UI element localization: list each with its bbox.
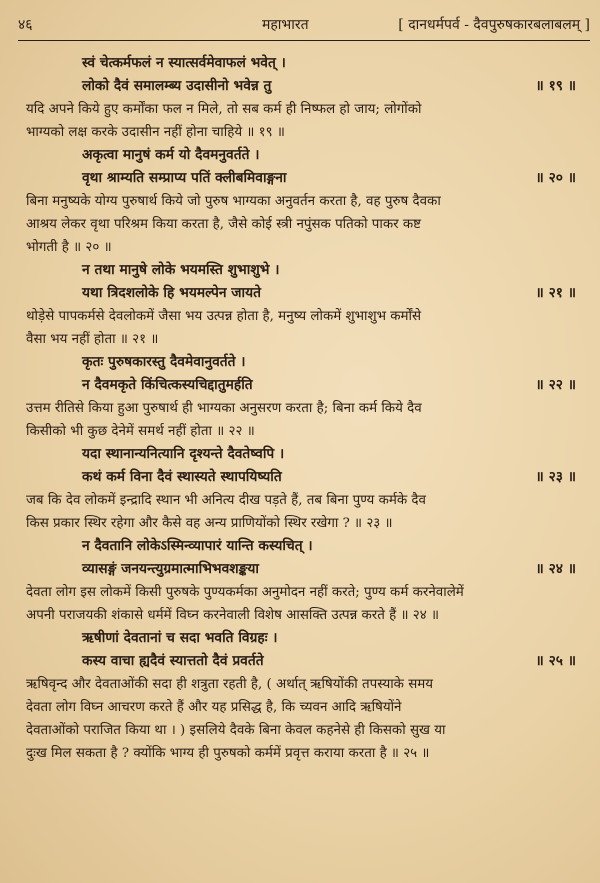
verse-text: न दैवतानि लोकेऽस्मिन्व्यापारं यान्ति कस्यचित् । bbox=[82, 538, 313, 554]
shloka-block bbox=[26, 259, 586, 351]
sanskrit-verse-line bbox=[32, 351, 586, 374]
hindi-translation-line: भाग्यको लक्ष करके उदासीन नहीं होना चाहिये ॥ १९ ॥ bbox=[26, 125, 285, 140]
verse-number: ॥ २१ ॥ bbox=[535, 285, 576, 301]
sanskrit-verse-line bbox=[32, 144, 586, 167]
sanskrit-verse-line bbox=[32, 466, 586, 489]
verse-number: ॥ २२ ॥ bbox=[535, 377, 576, 393]
verse-text: कथं कर्म विना दैवं स्थास्यते स्थापयिष्यति bbox=[82, 469, 282, 485]
hindi-translation-line: अपनी पराजयकी शंकासे धर्ममें विघ्न करनेवाली विशेष आसक्ति उत्पन्न करते हैं ॥ २४ ॥ bbox=[26, 608, 439, 623]
verse-number: ॥ १९ ॥ bbox=[535, 78, 576, 94]
verse-text: न दैवमकृते किंचित्कस्यचिद्दातुमर्हति bbox=[82, 377, 253, 393]
shloka-block bbox=[26, 535, 586, 627]
hindi-translation-line: बिना मनुष्यके योग्य पुरुषार्थ किये जो पुरुष भाग्यका अनुवर्तन करता है, वह पुरुष दैवका bbox=[26, 194, 441, 209]
verse-text: न तथा मानुषे लोके भयमस्ति शुभाशुभे । bbox=[82, 262, 280, 278]
verse-text: स्वं चेत्कर्मफलं न स्यात्सर्वमेवाफलं भवेत् । bbox=[82, 55, 286, 71]
verse-text: यदा स्थानान्यनित्यानि दृश्यन्ते दैवतेष्वपि । bbox=[82, 446, 285, 462]
hindi-translation-line: देवता लोग इस लोकमें किसी पुरुषके पुण्यकर्मका अनुमोदन नहीं करते; पुण्य कर्म करनेवालेमें bbox=[26, 585, 464, 600]
book-title: महाभारत bbox=[262, 17, 309, 33]
section-title: [ दानधर्मपर्व - दैवपुरुषकारबलाबलम् ] bbox=[398, 17, 590, 33]
shloka-block bbox=[26, 351, 586, 443]
verse-text: कृतः पुरुषकारस्तु दैवमेवानुवर्तते । bbox=[82, 354, 246, 370]
hindi-translation-line: थोड़ेसे पापकर्मसे देवलोकमें जैसा भय उत्पन्न होता है, मनुष्य लोकमें शुभाशुभ कर्मोंसे bbox=[26, 309, 422, 324]
verse-text: कस्य वाचा ह्यदैवं स्यात्ततो दैवं प्रवर्तते bbox=[82, 653, 264, 669]
hindi-translation-line: किसीको भी कुछ देनेमें समर्थ नहीं होता ॥ २२ ॥ bbox=[26, 424, 255, 439]
hindi-translation-line: देवताओंको पराजित किया था । ) इसलिये दैवके बिना केवल कहनेसे ही किसको सुख या bbox=[26, 723, 446, 738]
sanskrit-verse-line bbox=[32, 282, 586, 305]
verse-number: ॥ २५ ॥ bbox=[535, 653, 576, 669]
verse-text: वृथा श्राम्यति सम्प्राप्य पतिं क्लीबमिवाङ्गना bbox=[82, 170, 287, 186]
sanskrit-verse-line bbox=[32, 650, 586, 673]
verse-text: ऋषीणां देवतानां च सदा भवति विग्रहः । bbox=[82, 630, 278, 646]
sanskrit-verse-line bbox=[32, 75, 586, 98]
hindi-translation-line: किस प्रकार स्थिर रहेगा और कैसे वह अन्य प्राणियोंको स्थिर रखेगा ? ॥ २३ ॥ bbox=[26, 516, 393, 531]
shloka-block bbox=[26, 144, 586, 259]
shloka-block bbox=[26, 52, 586, 144]
verse-number: ॥ २० ॥ bbox=[535, 170, 576, 186]
hindi-translation-line: दुःख मिल सकता है ? क्योंकि भाग्य ही पुरुषको कर्ममें प्रवृत्त कराया करता है ॥ २५ ॥ bbox=[26, 746, 430, 761]
page-number: ४६ bbox=[18, 17, 33, 33]
hindi-translation-line: भोगती है ॥ २० ॥ bbox=[26, 240, 112, 255]
sanskrit-verse-line bbox=[32, 167, 586, 190]
sanskrit-verse-line bbox=[32, 259, 586, 282]
verse-text: लोको दैवं समालम्ब्य उदासीनो भवेन्न तु bbox=[82, 78, 272, 94]
shloka-block bbox=[26, 627, 586, 765]
hindi-translation-line: ऋषिवृन्द और देवताओंकी सदा ही शत्रुता रहती है, ( अर्थात् ऋषियोंकी तपस्याके समय bbox=[26, 677, 434, 692]
hindi-translation-line: वैसा भय नहीं होता ॥ २१ ॥ bbox=[26, 332, 159, 347]
sanskrit-verse-line bbox=[32, 535, 586, 558]
verse-text: अकृत्वा मानुषं कर्म यो दैवमनुवर्तते । bbox=[82, 147, 260, 163]
sanskrit-verse-line bbox=[32, 52, 586, 75]
hindi-translation-line: जब कि देव लोकमें इन्द्रादि स्थान भी अनित्य दीख पड़ते हैं, तब बिना पुण्य कर्मके दैव bbox=[26, 493, 426, 508]
hindi-translation-line: उत्तम रीतिसे किया हुआ पुरुषार्थ ही भाग्यका अनुसरण करता है; बिना कर्म किये दैव bbox=[26, 401, 422, 416]
sanskrit-verse-line bbox=[32, 443, 586, 466]
page-body bbox=[26, 52, 586, 765]
sanskrit-verse-line bbox=[32, 627, 586, 650]
sanskrit-verse-line bbox=[32, 374, 586, 397]
verse-number: ॥ २३ ॥ bbox=[535, 469, 576, 485]
verse-text: व्यासङ्गं जनयन्त्युग्रमात्माभिभवशङ्कया bbox=[82, 561, 259, 577]
hindi-translation-line: आश्रय लेकर वृथा परिश्रम किया करता है, जैसे कोई स्त्री नपुंसक पतिको पाकर कष्ट bbox=[26, 217, 421, 232]
header-rule bbox=[18, 40, 590, 41]
hindi-translation-line: यदि अपने किये हुए कर्मोंका फल न मिले, तो सब कर्म ही निष्फल हो जाय; लोगोंको bbox=[26, 102, 422, 117]
shloka-block bbox=[26, 443, 586, 535]
hindi-translation-line: देवता लोग विघ्न आचरण करते हैं और यह प्रसिद्ध है, कि च्यवन आदि ऋषियोंने bbox=[26, 700, 402, 715]
page-header bbox=[18, 14, 590, 40]
sanskrit-verse-line bbox=[32, 558, 586, 581]
verse-text: यथा त्रिदशलोके हि भयमल्पेन जायते bbox=[82, 285, 261, 301]
verse-number: ॥ २४ ॥ bbox=[535, 561, 576, 577]
